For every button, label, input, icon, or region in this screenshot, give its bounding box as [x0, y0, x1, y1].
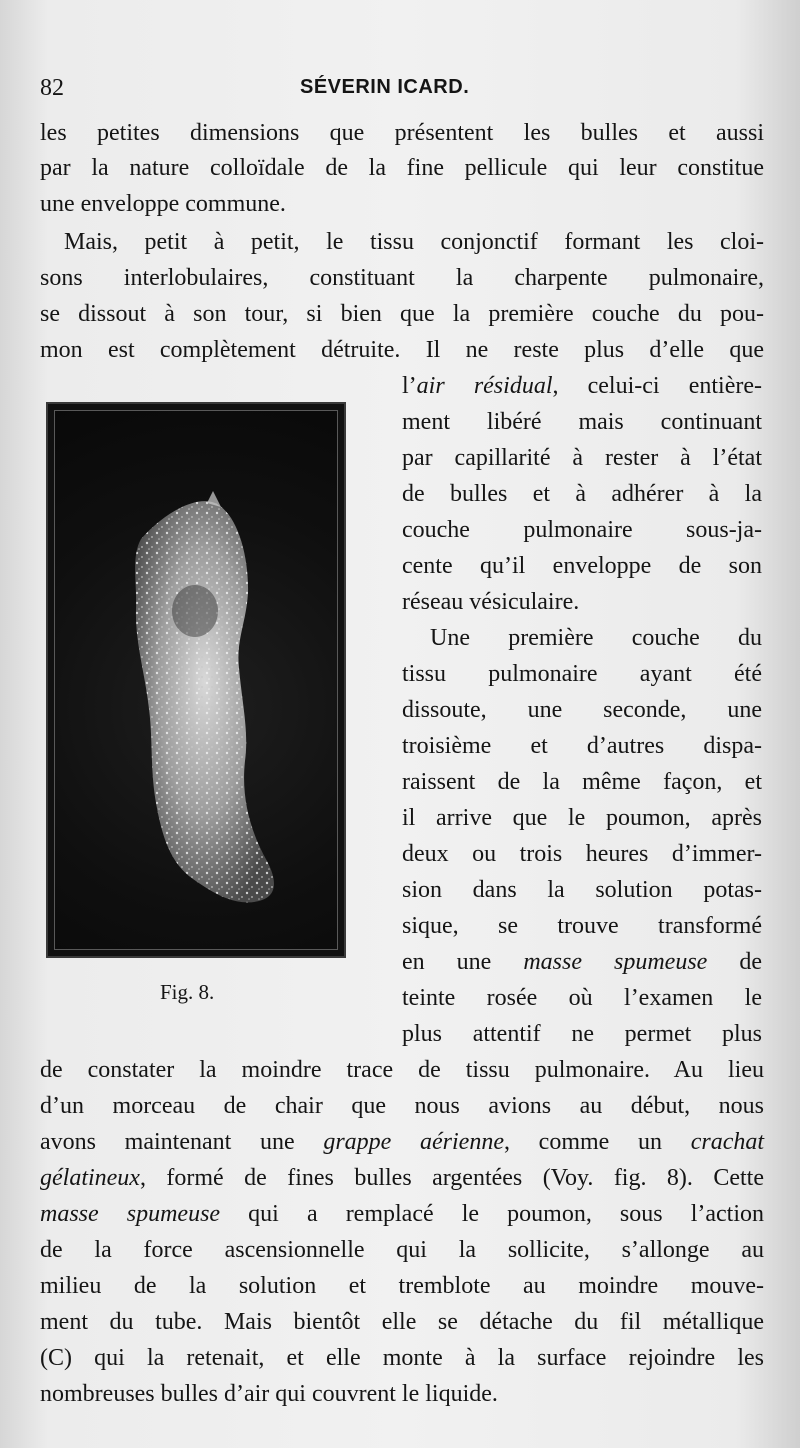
paragraph-3-line-17	[40, 1197, 764, 1231]
paragraph-2-line-9: couche pulmonaire sous-ja-	[402, 517, 762, 543]
running-title: SÉVERIN ICARD.	[300, 76, 470, 98]
paragraph-2-line-4: mon est complètement détruite. Il ne reste plus d’elle que	[40, 337, 764, 363]
paragraph-3-line-4: troisième et d’autres dispa-	[402, 733, 762, 759]
paragraph-3-line-9: sique, se trouve transformé	[402, 913, 762, 939]
paragraph-2-line-5	[402, 369, 762, 403]
paragraph-3-line-1: Une première couche du	[430, 625, 762, 651]
paragraph-3-line-10-before: en une	[402, 949, 524, 975]
paragraph-3-line-17-italic: masse spumeuse	[40, 1201, 221, 1227]
paragraph-3-line-13: de constater la moindre trace de tissu pulmonaire. Au lieu	[40, 1057, 764, 1083]
paragraph-3-line-8: sion dans la solution potas-	[402, 877, 762, 903]
paragraph-2-line-11: réseau vésiculaire.	[402, 589, 580, 615]
figure-8-image-area	[54, 410, 338, 950]
paragraph-3-line-15-italic-2: crachat	[690, 1129, 765, 1155]
paragraph-3-line-16-after: , formé de fines bulles argentées (Voy. fig. 8). Cette	[139, 1165, 764, 1191]
paragraph-2-line-3: se dissout à son tour, si bien que la première couche du pou-	[40, 301, 764, 327]
paragraph-3-line-16	[40, 1161, 764, 1195]
figure-caption: Fig. 8.	[160, 980, 215, 1004]
paragraph-3-line-5: raissent de la même façon, et	[402, 769, 762, 795]
paragraph-3-line-14: d’un morceau de chair que nous avions au début, nous	[40, 1093, 764, 1119]
paragraph-2-line-5-italic: air résidual	[416, 373, 553, 399]
paragraph-2-line-8: de bulles et à adhérer à la	[402, 481, 762, 507]
paragraph-2-line-1: Mais, petit à petit, le tissu conjonctif formant les cloi-	[64, 229, 764, 255]
paragraph-1-line-1: les petites dimensions que présentent les bulles et aussi	[40, 120, 764, 146]
paragraph-1-line-3: une enveloppe commune.	[40, 191, 286, 217]
paragraph-3-line-15-before: avons maintenant une	[40, 1129, 324, 1155]
paragraph-3-line-15-italic-1: grappe aérienne	[323, 1129, 504, 1155]
paragraph-3-line-12: plus attentif ne permet plus	[402, 1021, 762, 1047]
paragraph-2-line-5-before: l’	[402, 373, 417, 399]
paragraph-3-line-18: de la force ascensionnelle qui la sollicite, s’allonge au	[40, 1237, 764, 1263]
paragraph-2-line-5-after: , celui-ci entière-	[552, 373, 762, 399]
paragraph-3-line-22: nombreuses bulles d’air qui couvrent le liquide.	[40, 1381, 498, 1407]
paragraph-2-line-6: ment libéré mais continuant	[402, 409, 762, 435]
paragraph-3-line-11: teinte rosée où l’examen le	[402, 985, 762, 1011]
paragraph-3-line-15-middle: , comme un	[504, 1129, 691, 1155]
paragraph-3-line-17-after: qui a remplacé le poumon, sous l’action	[220, 1201, 764, 1227]
page-header	[40, 70, 760, 110]
paragraph-3-line-15	[40, 1125, 764, 1159]
paragraph-1-line-2: par la nature colloïdale de la fine pellicule qui leur constitue	[40, 155, 764, 181]
paragraph-3-line-20: ment du tube. Mais bientôt elle se détache du fil métallique	[40, 1309, 764, 1335]
paragraph-3-line-3: dissoute, une seconde, une	[402, 697, 762, 723]
paragraph-2-line-2: sons interlobulaires, constituant la charpente pulmonaire,	[40, 265, 764, 291]
paragraph-3-line-21: (C) qui la retenait, et elle monte à la surface rejoindre les	[40, 1345, 764, 1371]
foam-mass-illustration	[55, 411, 341, 953]
paragraph-3-line-16-italic: gélatineux	[40, 1165, 140, 1191]
paragraph-3-line-7: deux ou trois heures d’immer-	[402, 841, 762, 867]
paragraph-2-line-10: cente qu’il enveloppe de son	[402, 553, 762, 579]
paragraph-3-line-19: milieu de la solution et tremblote au moindre mouve-	[40, 1273, 764, 1299]
paragraph-3-line-2: tissu pulmonaire ayant été	[402, 661, 762, 687]
paragraph-3-line-10-after: de	[707, 949, 762, 975]
paragraph-3-line-10-italic: masse spumeuse	[523, 949, 708, 975]
paragraph-3-line-6: il arrive que le poumon, après	[402, 805, 762, 831]
paragraph-2-line-7: par capillarité à rester à l’état	[402, 445, 762, 471]
paragraph-3-line-10	[402, 945, 762, 979]
figure-8-photograph	[46, 402, 346, 958]
page-number: 82	[40, 75, 64, 101]
